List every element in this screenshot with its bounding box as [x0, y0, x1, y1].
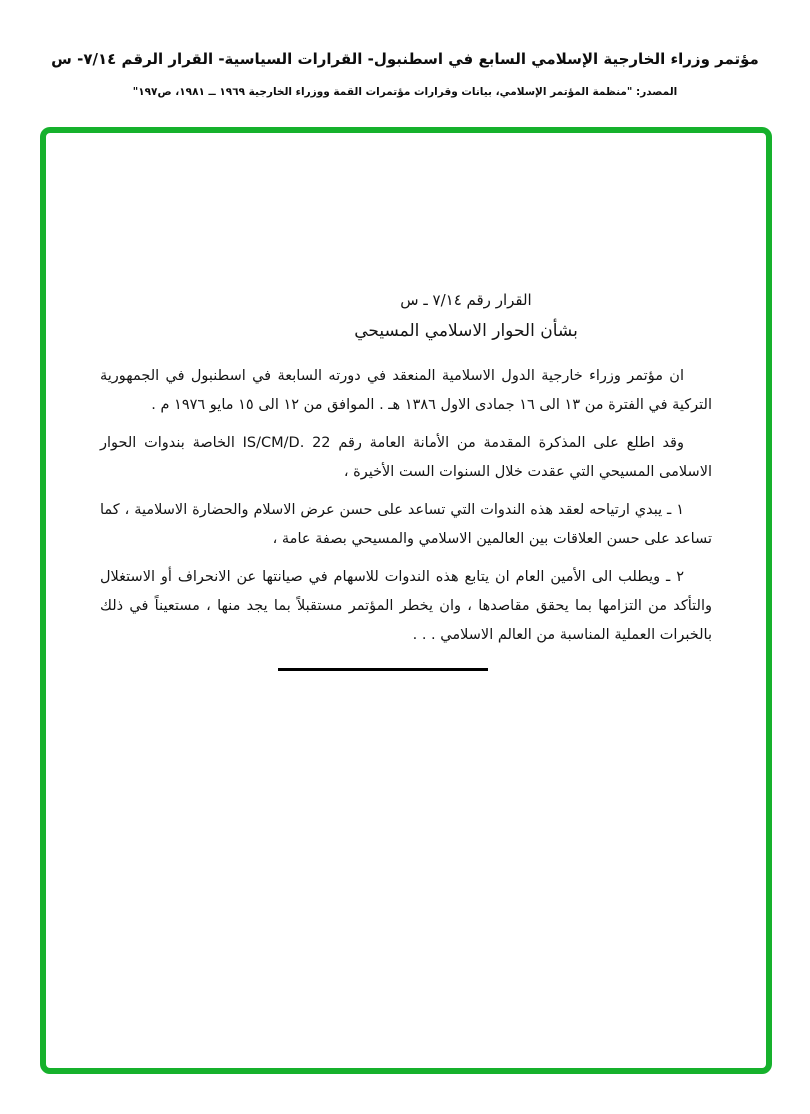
title-block — [100, 288, 712, 344]
paragraph-item-1: ١ ـ يبدي ارتياحه لعقد هذه الندوات التي تساعد على حسن عرض الاسلام والحضارة الاسلامية ، كما تساعد على حسن العلاقات بين العالمين الاسلامي والمسيحي بصفة عامة ، — [100, 502, 712, 547]
resolution-number-title: القرار رقم ٧/١٤ ـ س — [400, 291, 532, 309]
citation-source-line: المصدر: "منظمة المؤتمر الإسلامي، بيانات وقرارات مؤتمرات القمة ووزراء الخارجية ١٩٦٩ ــ ١٩٨١، ص١٩٧" — [132, 86, 678, 98]
resolution-subject-title: بشأن الحوار الاسلامي المسيحي — [354, 321, 578, 341]
paragraph-item-2: ٢ ـ ويطلب الى الأمين العام ان يتابع هذه الندوات للاسهام في صيانتها عن الانحراف أو الاستغلال والتأكد من التزامها بما يحقق مقاصدها ، وان يخطر المؤتمر مستقبلاً بما يجد منها ، مستعيناً في ذلك بالخبرات العملية المناسبة من العالم الاسلامي . . . — [100, 569, 712, 643]
document-frame — [40, 127, 772, 1074]
end-divider-rule — [278, 668, 488, 671]
citation-header-line: مؤتمر وزراء الخارجية الإسلامي السابع في اسطنبول- القرارات السياسية- القرار الرقم ٧/١٤- س — [51, 50, 759, 68]
paragraph-preamble: ان مؤتمر وزراء خارجية الدول الاسلامية المنعقد في دورته السابعة في اسطنبول في الجمهورية التركية في الفترة من ١٣ الى ١٦ جمادى الاول ١٣٨٦ هـ . الموافق من ١٢ الى ١٥ مايو ١٩٧٦ م . — [100, 368, 712, 413]
paragraph-memo-reference: وقد اطلع على المذكرة المقدمة من الأمانة العامة رقم IS/CM/D. 22 الخاصة بندوات الحوار الاسلامى المسيحي التي عقدت خلال السنوات الست الأخيرة ، — [100, 435, 712, 480]
document-body — [100, 288, 712, 671]
